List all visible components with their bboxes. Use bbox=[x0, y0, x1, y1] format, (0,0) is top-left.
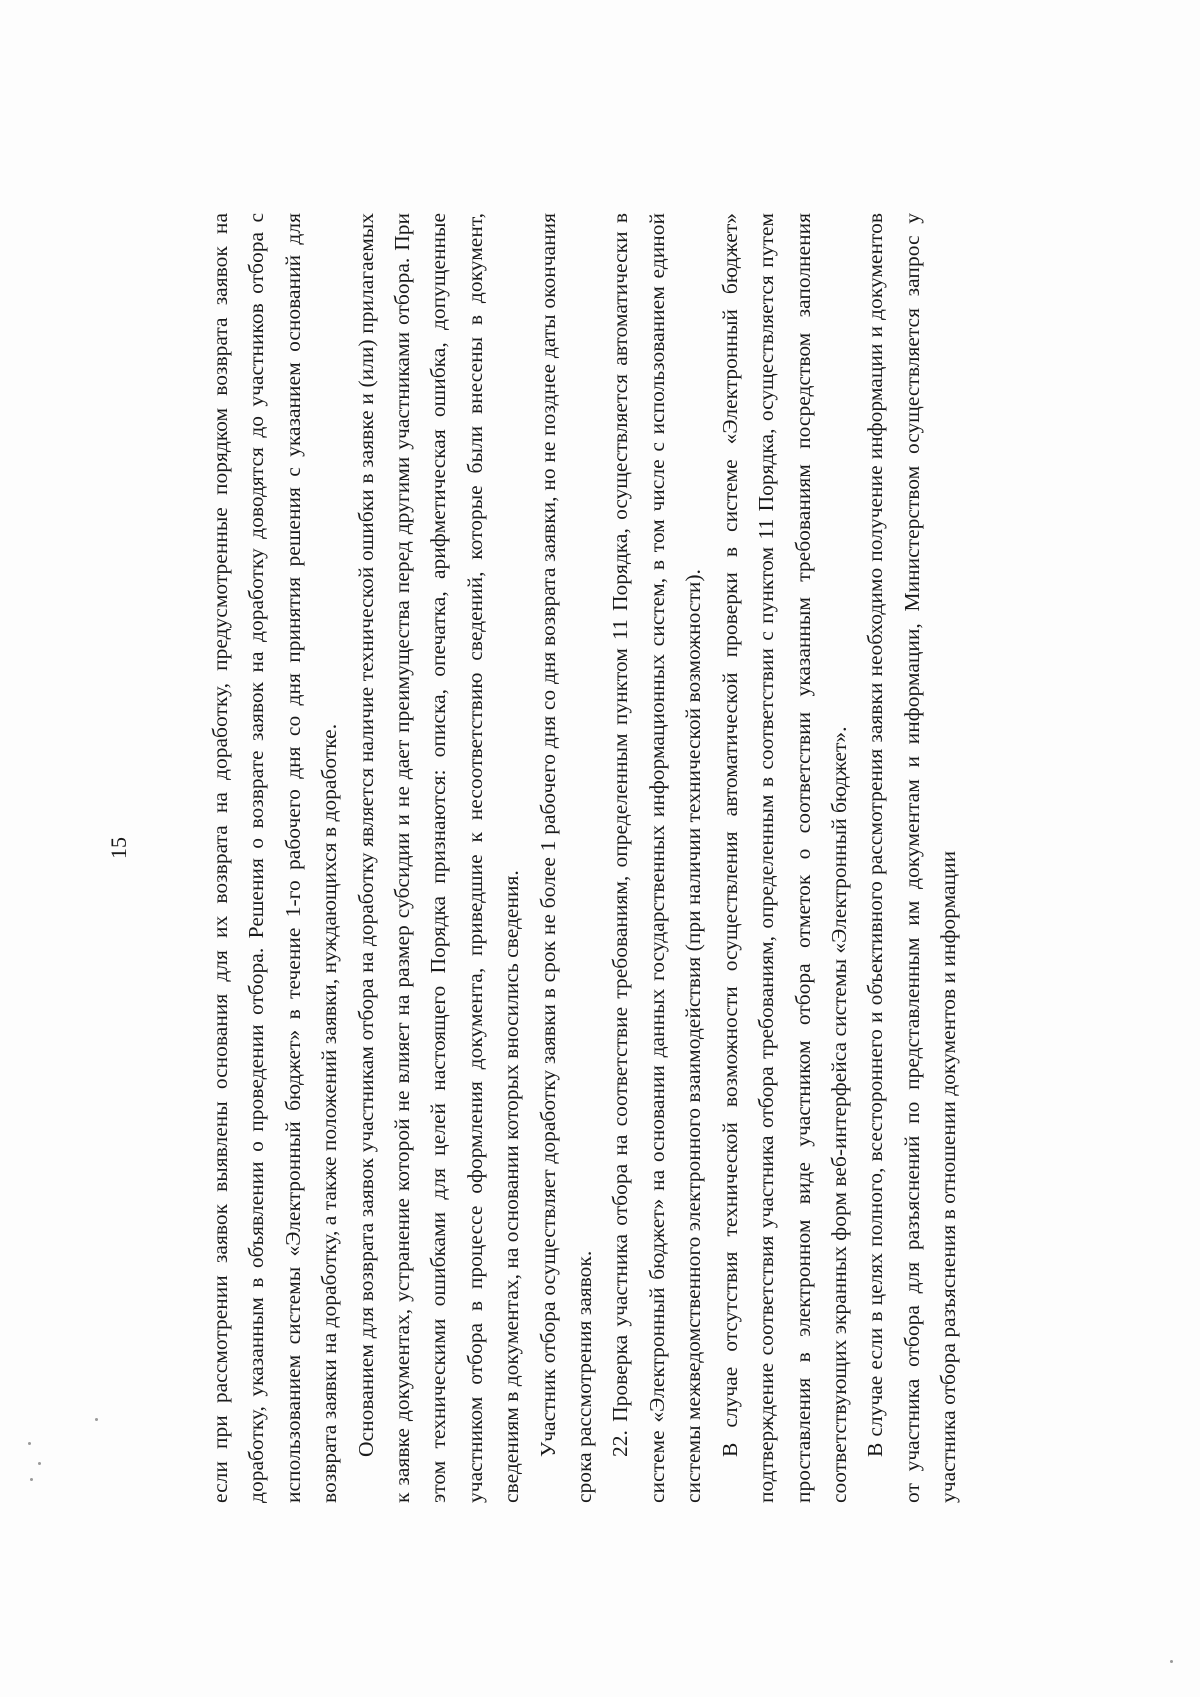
scan-artifact bbox=[95, 1418, 98, 1421]
paragraph: 22. Проверка участника отбора на соответствие требованиям, определенным пунктом 11 Порядка, осуществляется автоматически в системе «Электронный бюджет» на основании данных государственных информационных систем, в том числе с использованием единой системы межведомственного электронного взаимодействия (при наличии технической возможности). bbox=[608, 213, 706, 1503]
scan-artifact bbox=[1170, 1660, 1173, 1663]
scan-artifact bbox=[38, 1462, 41, 1465]
scan-artifact bbox=[28, 1442, 31, 1445]
page-number: 15 bbox=[106, 837, 131, 859]
rotated-page-content bbox=[100, 83, 1100, 1613]
scan-artifact bbox=[30, 1478, 33, 1481]
paragraph: В случае если в целях полного, всестороннего и объективного рассмотрения заявки необходимо получение информации и документов от участника отбора для разъяснений по представленным им документам и информации, Министерством осуществляется запрос у участника отбора разъяснения в отношении документов и информации bbox=[863, 213, 961, 1503]
paragraph: В случае отсутствия технической возможности осуществления автоматической проверки в системе «Электронный бюджет» подтверждение соответствия участника отбора требованиям, определенным в соответствии с пунктом 11 Порядка, осуществляется путем проставления в электронном виде участником отбора отметок о соответствии указанным требованиям посредством заполнения соответствующих экранных форм веб-интерфейса системы «Электронный бюджет». bbox=[717, 213, 851, 1503]
document-body bbox=[202, 213, 967, 1503]
paragraph: Участник отбора осуществляет доработку заявки в срок не более 1 рабочего дня со дня возврата заявки, но не позднее даты окончания срока рассмотрения заявок. bbox=[535, 213, 597, 1503]
paragraph: Основанием для возврата заявок участникам отбора на доработку является наличие технической ошибки в заявке и (или) прилагаемых к заявке документах, устранение которой не влияет на размер субсидии и не дает преимущества перед другими участниками отбора. При этом техническими ошибками для целей настоящего Порядка признаются: описка, опечатка, арифметическая ошибка, допущенные участником отбора в процессе оформления документа, приведшие к несоответствию сведений, которые были внесены в документ, сведениям в документах, на основании которых вносились сведения. bbox=[353, 213, 524, 1503]
paragraph: если при рассмотрении заявок выявлены основания для их возврата на доработку, предусмотренные порядком возврата заявок на доработку, указанным в объявлении о проведении отбора. Решения о возврате заявок на доработку доводятся до участников отбора с использованием системы «Электронный бюджет» в течение 1-го рабочего дня со дня принятия решения с указанием оснований для возврата заявки на доработку, а также положений заявки, нуждающихся в доработке. bbox=[208, 213, 342, 1503]
